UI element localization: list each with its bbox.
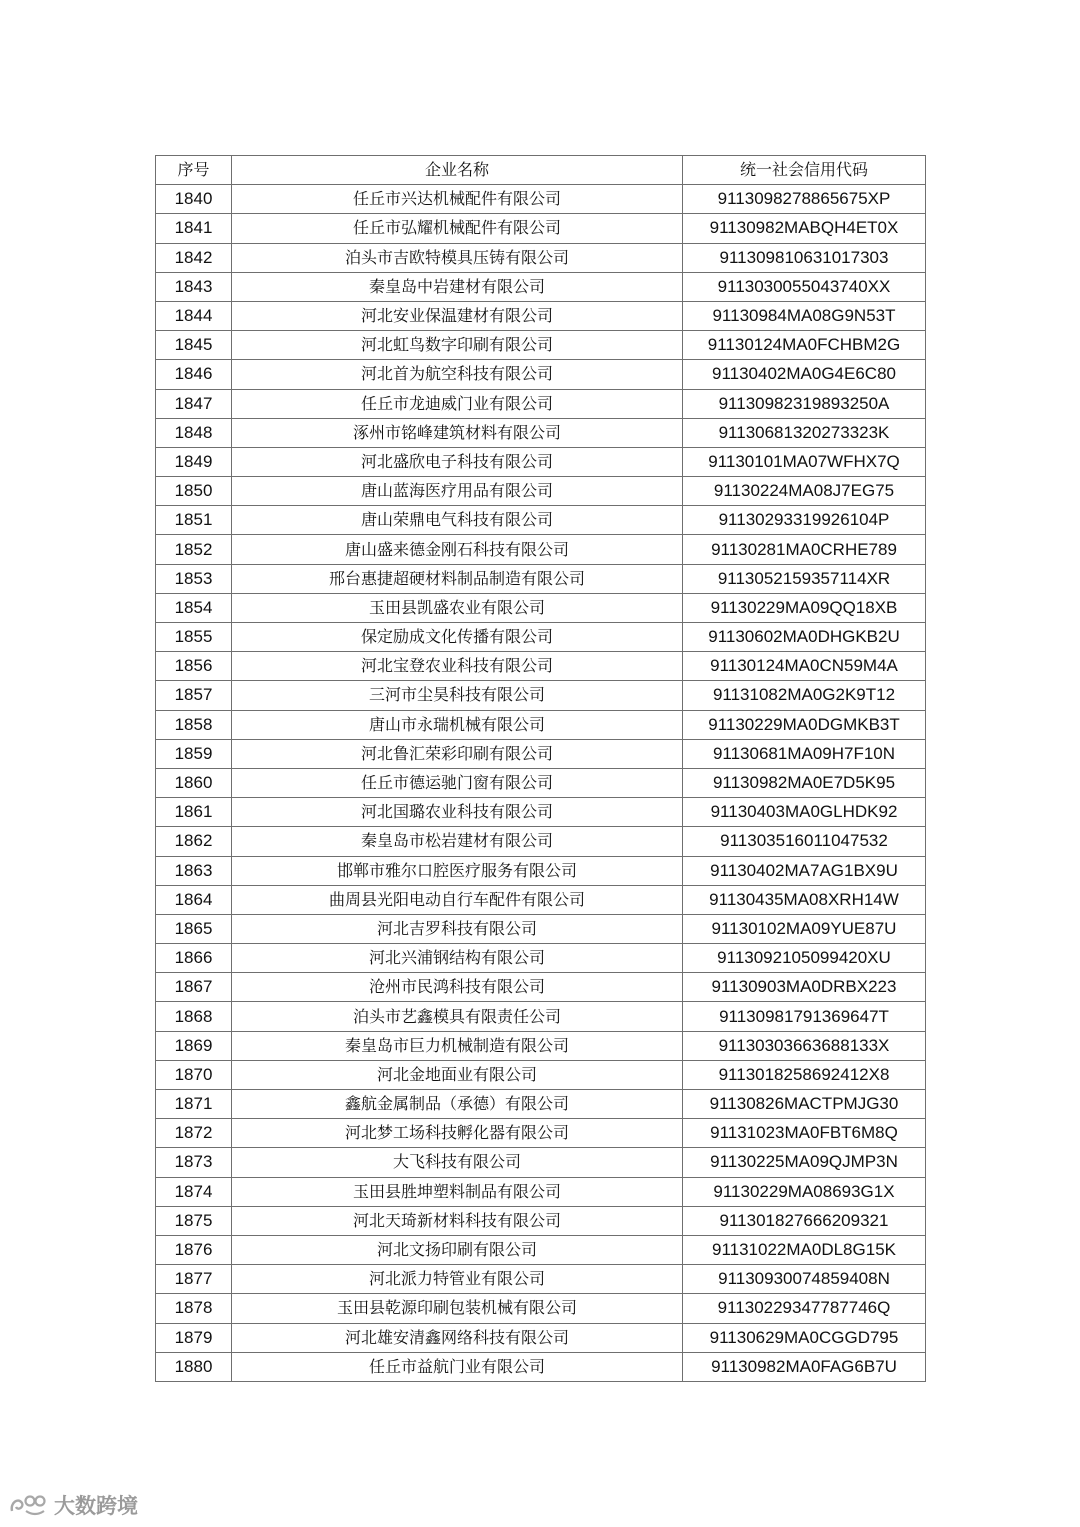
row-credit-code: 91130602MA0DHGKB2U: [683, 623, 926, 652]
table-row: [156, 973, 926, 1002]
watermark-text: 大数跨境: [54, 1494, 138, 1518]
table-row: [156, 623, 926, 652]
header-serial: 序号: [156, 156, 232, 185]
row-serial: 1855: [156, 623, 232, 652]
header-credit-code: 统一社会信用代码: [683, 156, 926, 185]
row-serial: 1842: [156, 243, 232, 272]
row-company-name: 涿州市铭峰建筑材料有限公司: [232, 418, 683, 447]
table-row: [156, 477, 926, 506]
row-company-name: 泊头市吉欧特模具压铸有限公司: [232, 243, 683, 272]
table-row: [156, 856, 926, 885]
row-credit-code: 91130982MA0E7D5K95: [683, 768, 926, 797]
table-row: [156, 914, 926, 943]
row-company-name: 邯郸市雅尔口腔医疗服务有限公司: [232, 856, 683, 885]
table-row: [156, 681, 926, 710]
row-company-name: 唐山盛来德金刚石科技有限公司: [232, 535, 683, 564]
row-credit-code: 91130981791369647T: [683, 1002, 926, 1031]
header-company-name: 企业名称: [232, 156, 683, 185]
row-credit-code: 911303516011047532: [683, 827, 926, 856]
row-serial: 1874: [156, 1177, 232, 1206]
row-credit-code: 91130984MA08G9N53T: [683, 301, 926, 330]
row-company-name: 唐山荣鼎电气科技有限公司: [232, 506, 683, 535]
row-serial: 1863: [156, 856, 232, 885]
row-company-name: 秦皇岛中岩建材有限公司: [232, 272, 683, 301]
row-serial: 1847: [156, 389, 232, 418]
row-company-name: 任丘市兴达机械配件有限公司: [232, 185, 683, 214]
table-row: [156, 593, 926, 622]
table-row: [156, 1031, 926, 1060]
row-company-name: 河北天琦新材料科技有限公司: [232, 1206, 683, 1235]
table-row: [156, 768, 926, 797]
row-company-name: 河北宝登农业科技有限公司: [232, 652, 683, 681]
row-credit-code: 91130982319893250A: [683, 389, 926, 418]
row-company-name: 任丘市益航门业有限公司: [232, 1352, 683, 1381]
row-serial: 1850: [156, 477, 232, 506]
table-row: [156, 1090, 926, 1119]
row-company-name: 河北盛欣电子科技有限公司: [232, 447, 683, 476]
row-company-name: 秦皇岛市巨力机械制造有限公司: [232, 1031, 683, 1060]
row-serial: 1875: [156, 1206, 232, 1235]
row-credit-code: 911309810631017303: [683, 243, 926, 272]
table-row: [156, 1148, 926, 1177]
row-credit-code: 91130402MA0G4E6C80: [683, 360, 926, 389]
row-company-name: 唐山市永瑞机械有限公司: [232, 710, 683, 739]
row-serial: 1864: [156, 885, 232, 914]
row-serial: 1871: [156, 1090, 232, 1119]
table-row: [156, 1119, 926, 1148]
row-credit-code: 9113030055043740XX: [683, 272, 926, 301]
row-company-name: 河北金地面业有限公司: [232, 1060, 683, 1089]
table-row: [156, 1265, 926, 1294]
row-credit-code: 91130903MA0DRBX223: [683, 973, 926, 1002]
row-credit-code: 91130681320273323K: [683, 418, 926, 447]
row-credit-code: 91130229347787746Q: [683, 1294, 926, 1323]
row-serial: 1869: [156, 1031, 232, 1060]
table-row: [156, 506, 926, 535]
row-credit-code: 9113052159357114XR: [683, 564, 926, 593]
row-credit-code: 91131082MA0G2K9T12: [683, 681, 926, 710]
row-credit-code: 9113092105099420XU: [683, 944, 926, 973]
table-row: [156, 360, 926, 389]
row-serial: 1879: [156, 1323, 232, 1352]
row-company-name: 河北虹鸟数字印刷有限公司: [232, 331, 683, 360]
table-row: [156, 1060, 926, 1089]
row-serial: 1872: [156, 1119, 232, 1148]
table-row: [156, 301, 926, 330]
row-credit-code: 91130435MA08XRH14W: [683, 885, 926, 914]
row-credit-code: 91130982MABQH4ET0X: [683, 214, 926, 243]
row-serial: 1880: [156, 1352, 232, 1381]
row-serial: 1848: [156, 418, 232, 447]
row-company-name: 三河市尘昊科技有限公司: [232, 681, 683, 710]
row-company-name: 河北梦工场科技孵化器有限公司: [232, 1119, 683, 1148]
row-company-name: 邢台惠捷超硬材料制品制造有限公司: [232, 564, 683, 593]
row-serial: 1859: [156, 739, 232, 768]
row-company-name: 玉田县乾源印刷包装机械有限公司: [232, 1294, 683, 1323]
table-row: [156, 827, 926, 856]
row-credit-code: 91130402MA7AG1BX9U: [683, 856, 926, 885]
row-company-name: 玉田县凯盛农业有限公司: [232, 593, 683, 622]
table-header-row: [156, 156, 926, 185]
row-serial: 1856: [156, 652, 232, 681]
row-credit-code: 91130293319926104P: [683, 506, 926, 535]
row-serial: 1877: [156, 1265, 232, 1294]
row-company-name: 河北国璐农业科技有限公司: [232, 798, 683, 827]
row-serial: 1868: [156, 1002, 232, 1031]
table-row: [156, 214, 926, 243]
table-row: [156, 798, 926, 827]
row-credit-code: 91130229MA09QQ18XB: [683, 593, 926, 622]
row-credit-code: 91130930074859408N: [683, 1265, 926, 1294]
table-row: [156, 1002, 926, 1031]
row-credit-code: 91130229MA0DGMKB3T: [683, 710, 926, 739]
table-row: [156, 272, 926, 301]
row-serial: 1867: [156, 973, 232, 1002]
row-serial: 1845: [156, 331, 232, 360]
row-company-name: 河北派力特管业有限公司: [232, 1265, 683, 1294]
table-row: [156, 1323, 926, 1352]
dsk-logo-icon: [8, 1491, 50, 1519]
row-credit-code: 91130403MA0GLHDK92: [683, 798, 926, 827]
company-table: [155, 155, 926, 1382]
row-serial: 1843: [156, 272, 232, 301]
row-credit-code: 91130281MA0CRHE789: [683, 535, 926, 564]
row-company-name: 河北文扬印刷有限公司: [232, 1235, 683, 1264]
row-credit-code: 91130124MA0FCHBM2G: [683, 331, 926, 360]
table-row: [156, 243, 926, 272]
row-serial: 1866: [156, 944, 232, 973]
row-company-name: 大飞科技有限公司: [232, 1148, 683, 1177]
row-company-name: 河北安业保温建材有限公司: [232, 301, 683, 330]
table-row: [156, 739, 926, 768]
row-serial: 1862: [156, 827, 232, 856]
row-credit-code: 91131023MA0FBT6M8Q: [683, 1119, 926, 1148]
row-credit-code: 91130629MA0CGGD795: [683, 1323, 926, 1352]
table-row: [156, 185, 926, 214]
row-company-name: 河北首为航空科技有限公司: [232, 360, 683, 389]
row-credit-code: 91130224MA08J7EG75: [683, 477, 926, 506]
row-credit-code: 91130101MA07WFHX7Q: [683, 447, 926, 476]
row-company-name: 任丘市龙迪威门业有限公司: [232, 389, 683, 418]
row-credit-code: 91130826MACTPMJG30: [683, 1090, 926, 1119]
table-row: [156, 652, 926, 681]
table-row: [156, 1352, 926, 1381]
row-serial: 1851: [156, 506, 232, 535]
table-row: [156, 885, 926, 914]
row-serial: 1878: [156, 1294, 232, 1323]
row-credit-code: 91130681MA09H7F10N: [683, 739, 926, 768]
row-credit-code: 9113098278865675XP: [683, 185, 926, 214]
table-row: [156, 944, 926, 973]
row-credit-code: 9113018258692412X8: [683, 1060, 926, 1089]
table-row: [156, 418, 926, 447]
row-serial: 1846: [156, 360, 232, 389]
row-credit-code: 91130229MA08693G1X: [683, 1177, 926, 1206]
row-serial: 1841: [156, 214, 232, 243]
table-row: [156, 1235, 926, 1264]
table-row: [156, 710, 926, 739]
row-serial: 1870: [156, 1060, 232, 1089]
row-serial: 1854: [156, 593, 232, 622]
table-row: [156, 447, 926, 476]
row-credit-code: 91130102MA09YUE87U: [683, 914, 926, 943]
row-credit-code: 91130982MA0FAG6B7U: [683, 1352, 926, 1381]
row-serial: 1849: [156, 447, 232, 476]
row-company-name: 河北兴浦钢结构有限公司: [232, 944, 683, 973]
row-credit-code: 91130303663688133X: [683, 1031, 926, 1060]
row-serial: 1865: [156, 914, 232, 943]
row-credit-code: 91130225MA09QJMP3N: [683, 1148, 926, 1177]
row-company-name: 唐山蓝海医疗用品有限公司: [232, 477, 683, 506]
row-credit-code: 91130124MA0CN59M4A: [683, 652, 926, 681]
row-company-name: 玉田县胜坤塑料制品有限公司: [232, 1177, 683, 1206]
table-row: [156, 535, 926, 564]
row-serial: 1844: [156, 301, 232, 330]
table-row: [156, 1177, 926, 1206]
watermark: [8, 1490, 138, 1520]
row-credit-code: 91131022MA0DL8G15K: [683, 1235, 926, 1264]
row-serial: 1860: [156, 768, 232, 797]
table-body: [156, 185, 926, 1382]
row-serial: 1853: [156, 564, 232, 593]
table-row: [156, 331, 926, 360]
row-serial: 1876: [156, 1235, 232, 1264]
row-serial: 1873: [156, 1148, 232, 1177]
row-company-name: 泊头市艺鑫模具有限责任公司: [232, 1002, 683, 1031]
row-company-name: 任丘市弘耀机械配件有限公司: [232, 214, 683, 243]
row-company-name: 保定励成文化传播有限公司: [232, 623, 683, 652]
row-company-name: 沧州市民鸿科技有限公司: [232, 973, 683, 1002]
table-row: [156, 389, 926, 418]
row-serial: 1861: [156, 798, 232, 827]
company-list-sheet: [155, 155, 925, 1382]
row-company-name: 秦皇岛市松岩建材有限公司: [232, 827, 683, 856]
row-company-name: 曲周县光阳电动自行车配件有限公司: [232, 885, 683, 914]
table-row: [156, 564, 926, 593]
table-row: [156, 1206, 926, 1235]
row-company-name: 河北吉罗科技有限公司: [232, 914, 683, 943]
row-credit-code: 911301827666209321: [683, 1206, 926, 1235]
row-serial: 1840: [156, 185, 232, 214]
row-company-name: 任丘市德运驰门窗有限公司: [232, 768, 683, 797]
row-serial: 1852: [156, 535, 232, 564]
row-serial: 1858: [156, 710, 232, 739]
row-company-name: 河北雄安清鑫网络科技有限公司: [232, 1323, 683, 1352]
row-company-name: 鑫航金属制品（承德）有限公司: [232, 1090, 683, 1119]
row-serial: 1857: [156, 681, 232, 710]
row-company-name: 河北鲁汇荣彩印刷有限公司: [232, 739, 683, 768]
table-row: [156, 1294, 926, 1323]
